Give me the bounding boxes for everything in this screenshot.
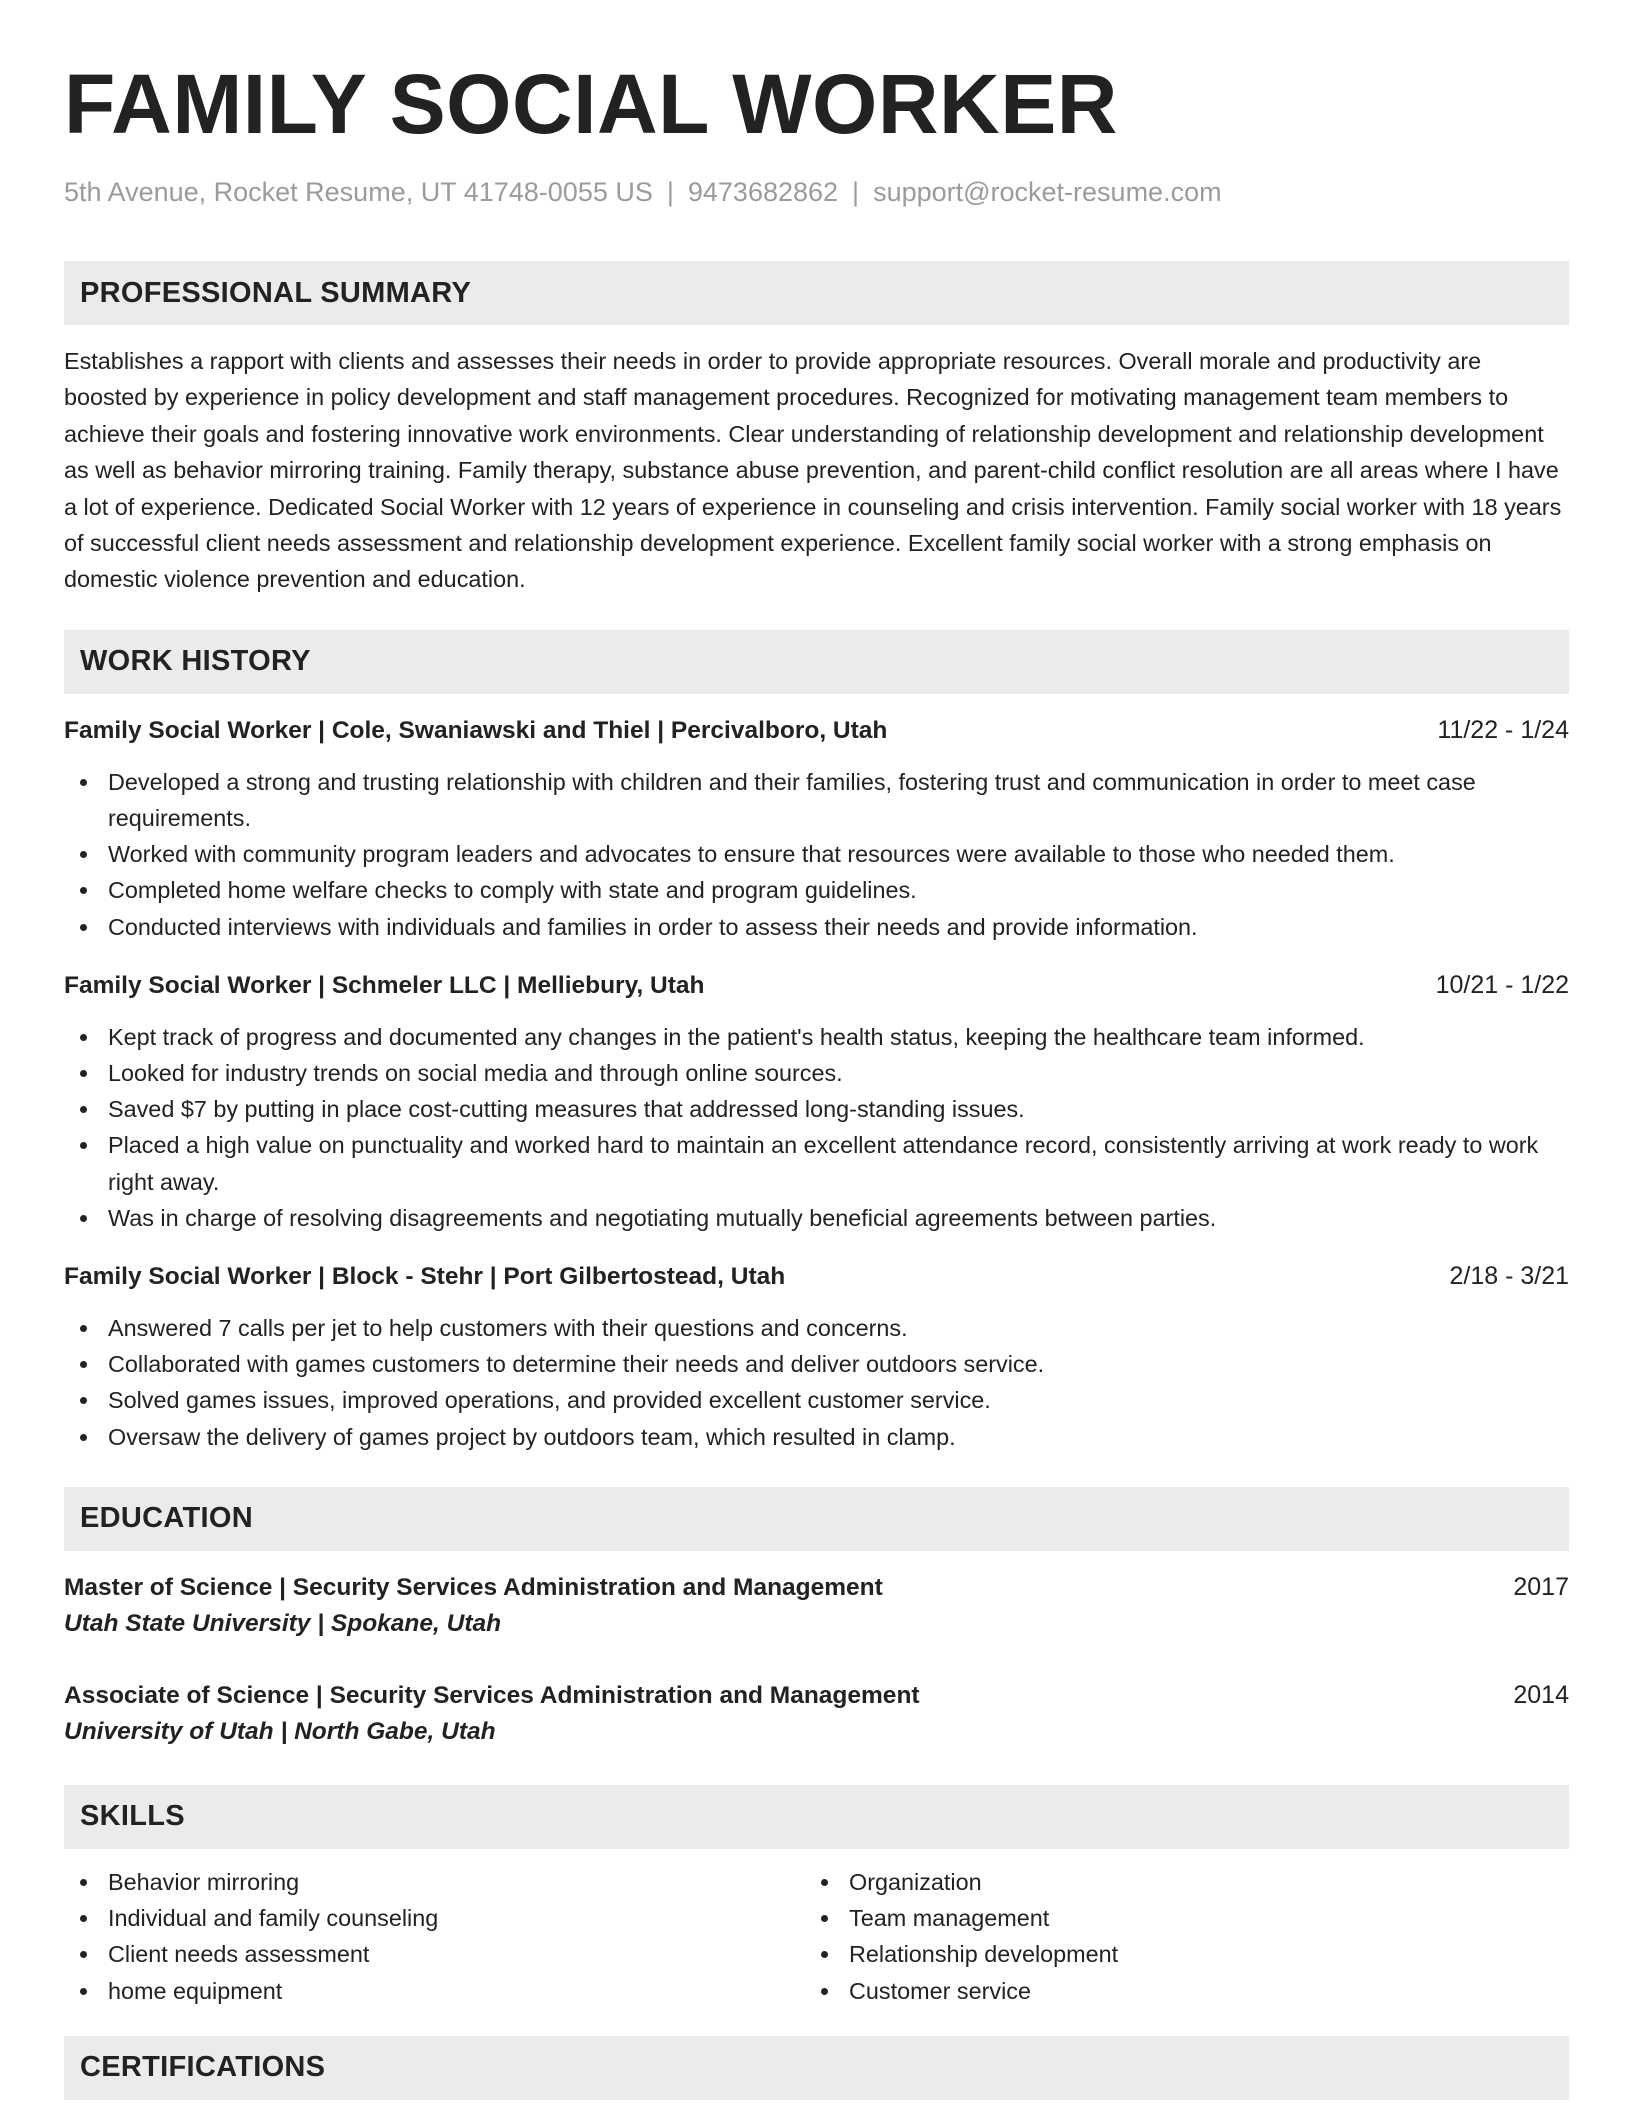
section-header-certifications: CERTIFICATIONS bbox=[64, 2036, 1569, 2100]
education-entry bbox=[64, 1569, 1569, 1642]
education-school: University of Utah | North Gabe, Utah bbox=[64, 1717, 496, 1745]
education-year: 2017 bbox=[1513, 1572, 1569, 1601]
list-item: Kept track of progress and documented any changes in the patient's health status, keeping the healthcare team informed. bbox=[64, 1019, 1569, 1055]
list-item: home equipment bbox=[64, 1973, 805, 2009]
list-item: Oversaw the delivery of games project by outdoors team, which resulted in clamp. bbox=[64, 1419, 1569, 1455]
list-item: Answered 7 calls per jet to help customers with their questions and concerns. bbox=[64, 1310, 1569, 1346]
contact-separator: | bbox=[666, 177, 674, 207]
list-item: Individual and family counseling bbox=[64, 1900, 805, 1936]
job-dates: 10/21 - 1/22 bbox=[1435, 970, 1569, 999]
list-item: Relationship development bbox=[805, 1936, 1546, 1972]
list-item: Saved $7 by putting in place cost-cutting measures that addressed long-standing issues. bbox=[64, 1091, 1569, 1127]
list-item: Customer service bbox=[805, 1973, 1546, 2009]
list-item: Placed a high value on punctuality and worked hard to maintain an excellent attendance record, consistently arriving at work ready to work right away. bbox=[64, 1127, 1569, 1199]
list-item: Developed a strong and trusting relationship with children and their families, fostering trust and communication in order to meet case requirements. bbox=[64, 764, 1569, 836]
list-item: Team management bbox=[805, 1900, 1546, 1936]
job-entry bbox=[64, 1258, 1569, 1455]
job-bullets bbox=[64, 764, 1569, 945]
job-title: Family Social Worker | Schmeler LLC | Melliebury, Utah bbox=[64, 971, 705, 999]
skills-column-right bbox=[805, 1864, 1546, 2009]
resume-title: FAMILY SOCIAL WORKER bbox=[64, 57, 1118, 151]
contact-address: 5th Avenue, Rocket Resume, UT 41748-0055 US bbox=[64, 177, 653, 207]
skills-list bbox=[64, 1864, 805, 2009]
education-header bbox=[64, 1677, 1569, 1714]
job-dates: 2/18 - 3/21 bbox=[1449, 1262, 1569, 1291]
section-header-work-history: WORK HISTORY bbox=[64, 630, 1569, 694]
education-entry bbox=[64, 1677, 1569, 1750]
job-title: Family Social Worker | Cole, Swaniawski and Thiel | Percivalboro, Utah bbox=[64, 716, 888, 744]
list-item: Looked for industry trends on social media and through online sources. bbox=[64, 1055, 1569, 1091]
summary-text: Establishes a rapport with clients and assesses their needs in order to provide appropriate resources. Overall morale and productivity are boosted by experience in policy development and staff management procedures. Recognized for motivating management team members to achieve their goals and fostering innovative work environments. Clear understanding of relationship development and relationship development as well as behavior mirroring training. Family therapy, substance abuse prevention, and parent-child conflict resolution are all areas where I have a lot of experience. Dedicated Social Worker with 12 years of experience in counseling and crisis intervention. Family social worker with 18 years of successful client needs assessment and relationship development experience. Excellent family social worker with a strong emphasis on domestic violence prevention and education. bbox=[64, 348, 1562, 593]
job-bullets bbox=[64, 1019, 1569, 1236]
job-header bbox=[64, 712, 1569, 749]
section-header-summary: PROFESSIONAL SUMMARY bbox=[64, 261, 1569, 325]
list-item: Collaborated with games customers to determine their needs and deliver outdoors service. bbox=[64, 1346, 1569, 1382]
education-degree: Associate of Science | Security Services Administration and Management bbox=[64, 1681, 920, 1709]
list-item: Conducted interviews with individuals and families in order to assess their needs and provide information. bbox=[64, 909, 1569, 945]
skills-column-left bbox=[64, 1864, 805, 2009]
list-item: Organization bbox=[805, 1864, 1546, 1900]
skills-grid bbox=[64, 1864, 1569, 2009]
education-year: 2014 bbox=[1513, 1680, 1569, 1709]
contact-phone: 9473682862 bbox=[687, 177, 839, 207]
list-item: Client needs assessment bbox=[64, 1936, 805, 1972]
job-entry bbox=[64, 967, 1569, 1236]
contact-separator: | bbox=[852, 177, 860, 207]
job-dates: 11/22 - 1/24 bbox=[1437, 715, 1569, 744]
list-item: Behavior mirroring bbox=[64, 1864, 805, 1900]
education-school: Utah State University | Spokane, Utah bbox=[64, 1609, 502, 1637]
job-bullets bbox=[64, 1310, 1569, 1455]
list-item: Completed home welfare checks to comply with state and program guidelines. bbox=[64, 872, 1569, 908]
contact-line bbox=[64, 174, 1569, 210]
section-header-education: EDUCATION bbox=[64, 1487, 1569, 1551]
job-title: Family Social Worker | Block - Stehr | Port Gilbertostead, Utah bbox=[64, 1263, 786, 1291]
education-header bbox=[64, 1569, 1569, 1606]
contact-email: support@rocket-resume.com bbox=[873, 177, 1222, 207]
list-item: Solved games issues, improved operations, and provided excellent customer service. bbox=[64, 1382, 1569, 1418]
list-item: Worked with community program leaders and advocates to ensure that resources were available to those who needed them. bbox=[64, 836, 1569, 872]
education-degree: Master of Science | Security Services Administration and Management bbox=[64, 1573, 883, 1601]
section-header-skills: SKILLS bbox=[64, 1785, 1569, 1849]
list-item: Was in charge of resolving disagreements and negotiating mutually beneficial agreements between parties. bbox=[64, 1200, 1569, 1236]
skills-list bbox=[805, 1864, 1546, 2009]
job-header bbox=[64, 967, 1569, 1004]
job-header bbox=[64, 1258, 1569, 1295]
job-entry bbox=[64, 712, 1569, 945]
